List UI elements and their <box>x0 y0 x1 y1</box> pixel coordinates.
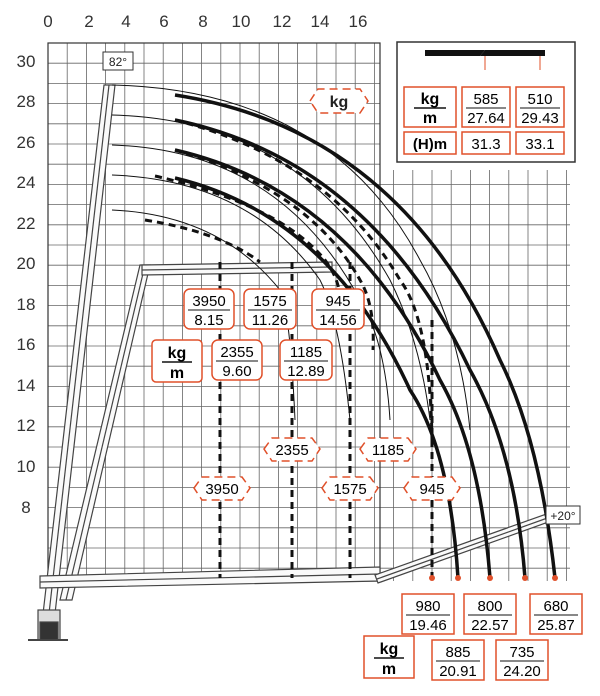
load-point <box>455 575 461 581</box>
bottom-pair-labels <box>402 594 582 680</box>
legend-box <box>397 42 575 162</box>
x-axis <box>43 12 367 31</box>
y-tick: 22 <box>16 214 36 233</box>
pair-label <box>464 594 516 634</box>
angle-marker-82 <box>103 52 133 70</box>
pair-m: 24.20 <box>503 663 541 680</box>
legend-col2-h: 33.1 <box>525 136 555 153</box>
pair-m: 22.57 <box>471 617 509 634</box>
pair-kg: 980 <box>415 598 441 615</box>
load-curve-dashed <box>145 220 260 262</box>
hex-label <box>360 438 416 461</box>
bottom-unit-box <box>364 636 414 678</box>
pair-kg: 885 <box>445 644 471 661</box>
hex-value: 945 <box>419 481 445 498</box>
hex-label <box>264 438 320 461</box>
pair-label <box>402 594 454 634</box>
hex-value: 2355 <box>275 442 309 459</box>
y-tick: 30 <box>16 52 36 71</box>
pair-label <box>280 340 332 380</box>
pair-kg: 800 <box>477 598 503 615</box>
y-tick: 14 <box>16 376 36 395</box>
legend-h-label: (H)m <box>412 136 448 153</box>
y-tick: 16 <box>16 335 36 354</box>
legend-m-label: m <box>422 110 438 127</box>
hex-value: 3950 <box>205 481 239 498</box>
pair-label <box>496 640 548 680</box>
legend-col2-kg: 510 <box>527 91 553 108</box>
pair-kg: 3950 <box>192 293 226 310</box>
y-tick: 26 <box>16 133 36 152</box>
pair-label <box>312 289 364 329</box>
pair-m: 11.26 <box>251 312 289 329</box>
legend-col1-h: 31.3 <box>471 136 501 153</box>
pair-label <box>184 289 234 329</box>
y-tick: 20 <box>16 254 36 273</box>
hex-label <box>404 477 460 500</box>
pair-m: 12.89 <box>287 363 325 380</box>
x-tick: 2 <box>84 12 94 31</box>
pair-m: 19.46 <box>409 617 447 634</box>
angle-min-label: +20° <box>550 509 576 523</box>
load-point <box>487 575 493 581</box>
pair-m: 8.15 <box>194 312 224 329</box>
x-tick: 8 <box>198 12 208 31</box>
x-tick: 6 <box>159 12 169 31</box>
hex-value: 1185 <box>371 442 405 459</box>
pair-kg: 2355 <box>220 344 254 361</box>
x-tick: 14 <box>310 12 330 31</box>
hex-label <box>322 477 378 500</box>
load-point <box>552 575 558 581</box>
load-point <box>429 575 435 581</box>
y-axis <box>17 52 36 517</box>
load-point <box>522 575 528 581</box>
pair-kg: 735 <box>509 644 535 661</box>
pair-m: 9.60 <box>222 363 252 380</box>
y-tick: 12 <box>16 416 36 435</box>
pair-m: 14.56 <box>319 312 357 329</box>
y-tick: 18 <box>16 295 36 314</box>
pair-m: 25.87 <box>537 617 575 634</box>
legend-col1-m: 27.64 <box>467 110 505 127</box>
angle-marker-20 <box>546 506 580 524</box>
pair-label <box>432 640 484 680</box>
x-tick: 10 <box>231 12 251 31</box>
pair-label <box>212 340 262 380</box>
left-unit-kg: kg <box>167 345 187 362</box>
legend-kg-label: kg <box>420 91 440 108</box>
y-tick: 8 <box>21 498 31 517</box>
pair-kg: 1575 <box>253 293 287 310</box>
pair-label <box>244 289 296 329</box>
bottom-unit-kg: kg <box>379 641 399 658</box>
pair-m: 20.91 <box>439 663 477 680</box>
left-unit-m: m <box>169 365 185 382</box>
pair-kg: 1185 <box>289 344 323 361</box>
x-tick: 0 <box>43 12 53 31</box>
left-unit-box <box>152 340 202 382</box>
hex-label <box>194 477 250 500</box>
pair-kg: 680 <box>543 598 569 615</box>
x-tick: 16 <box>348 12 368 31</box>
pair-kg: 945 <box>325 293 351 310</box>
x-tick: 12 <box>272 12 292 31</box>
y-tick: 28 <box>16 92 36 111</box>
y-tick: 10 <box>16 457 36 476</box>
angle-max-label: 82° <box>108 55 128 69</box>
legend-col1-kg: 585 <box>473 91 499 108</box>
hex-value: 1575 <box>333 481 367 498</box>
header-unit-text: kg <box>329 94 349 111</box>
pair-label <box>530 594 582 634</box>
bottom-unit-m: m <box>381 661 397 678</box>
y-tick: 24 <box>16 173 36 192</box>
x-tick: 4 <box>121 12 131 31</box>
header-unit-badge <box>310 89 368 113</box>
legend-col2-m: 29.43 <box>521 110 559 127</box>
